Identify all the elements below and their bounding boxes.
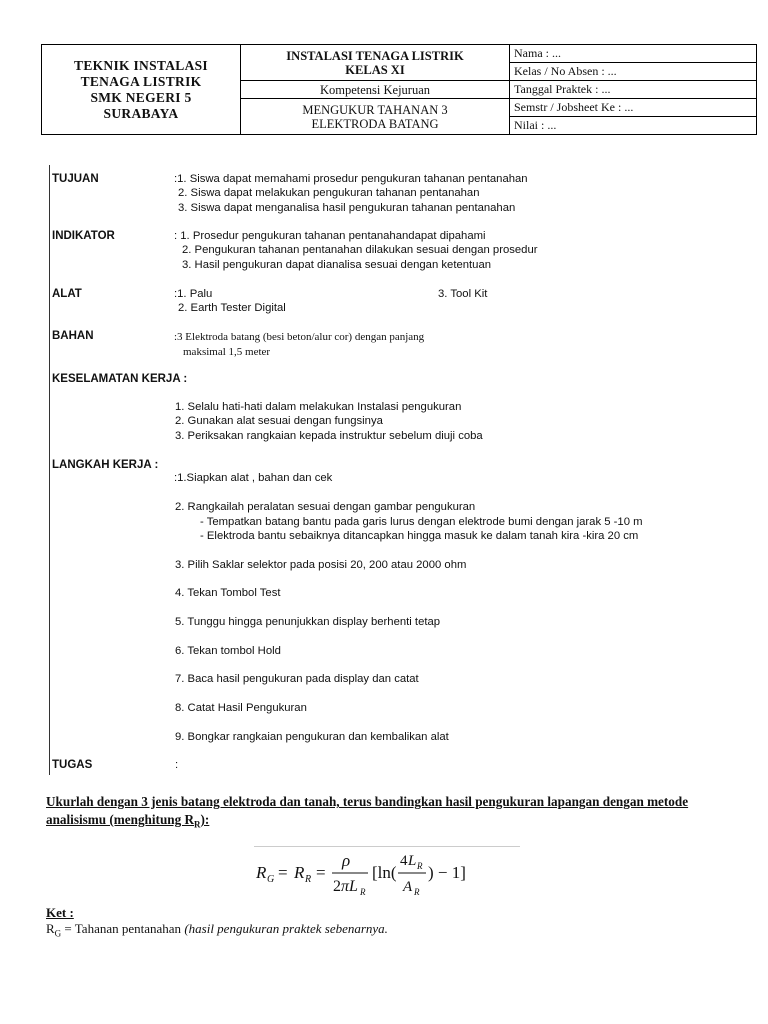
svg-text:πL: πL bbox=[341, 878, 358, 895]
svg-text:=: = bbox=[278, 863, 288, 882]
keselamatan-item-1: 1. Selalu hati-hati dalam melakukan Instalasi pengukuran bbox=[175, 401, 462, 413]
svg-text:L: L bbox=[408, 853, 417, 869]
svg-text:G: G bbox=[267, 874, 275, 885]
svg-text:R: R bbox=[417, 861, 423, 871]
langkah-step-3: 3. Pilih Saklar selektor pada posisi 20, 200 atau 2000 ohm bbox=[175, 559, 467, 571]
tujuan-item-3: 3. Siswa dapat menganalisa hasil pengukuran tahanan pentanahan bbox=[178, 202, 516, 214]
subject-title bbox=[241, 45, 510, 81]
svg-text:R: R bbox=[256, 863, 267, 882]
field-nama: Nama : ... bbox=[510, 45, 757, 63]
subject-line-2: KELAS XI bbox=[345, 62, 405, 77]
formula-image bbox=[254, 846, 520, 899]
langkah-label: LANGKAH KERJA : bbox=[52, 459, 159, 471]
competency-label: Kompetensi Kejuruan bbox=[241, 81, 510, 99]
school-line-1: TEKNIK INSTALASI bbox=[74, 57, 208, 73]
subject-line-1: INSTALASI TENAGA LISTRIK bbox=[286, 48, 464, 63]
field-tanggal: Tanggal Praktek : ... bbox=[510, 81, 757, 99]
task-text: Ukurlah dengan 3 jenis batang elektroda dan tanah, terus bandingkan hasil pengukuran lapangan dengan metode analisismu (menghitung R bbox=[46, 794, 689, 827]
svg-text:R: R bbox=[414, 887, 420, 897]
tujuan-item-1: :1. Siswa dapat memahami prosedur pengukuran tahanan pentanahan bbox=[174, 173, 528, 185]
left-border-rule bbox=[49, 165, 50, 775]
job-line-2: ELEKTRODA BATANG bbox=[311, 116, 439, 131]
langkah-step-2: 2. Rangkailah peralatan sesuai dengan gambar pengukuran bbox=[175, 501, 476, 513]
tugas-colon: : bbox=[175, 759, 179, 771]
keselamatan-item-3: 3. Periksakan rangkaian kepada instruktur sebelum diuji coba bbox=[175, 430, 483, 442]
ket-symbol-sub: G bbox=[54, 928, 62, 939]
task-end: ): bbox=[200, 812, 210, 827]
field-kelas: Kelas / No Absen : ... bbox=[510, 63, 757, 81]
langkah-step-1: :1.Siapkan alat , bahan dan cek bbox=[174, 472, 333, 484]
alat-item-1: :1. Palu bbox=[174, 288, 213, 300]
svg-text:R: R bbox=[294, 863, 305, 882]
svg-text:) − 1]: ) − 1] bbox=[428, 863, 466, 882]
ket-definition bbox=[46, 921, 388, 939]
tugas-label: TUGAS bbox=[52, 759, 93, 771]
svg-text:[ln(: [ln( bbox=[372, 863, 397, 882]
header-table bbox=[41, 44, 757, 135]
field-semester: Semstr / Jobsheet Ke : ... bbox=[510, 99, 757, 117]
langkah-step-4: 4. Tekan Tombol Test bbox=[175, 587, 281, 599]
ket-text: = Tahanan pentanahan bbox=[61, 921, 185, 936]
tujuan-label: TUJUAN bbox=[52, 173, 99, 185]
keselamatan-item-2: 2. Gunakan alat sesuai dengan fungsinya bbox=[175, 415, 383, 427]
langkah-step-7: 7. Baca hasil pengukuran pada display dan catat bbox=[175, 673, 419, 685]
job-line-1: MENGUKUR TAHANAN 3 bbox=[302, 102, 448, 117]
alat-item-3: 3. Tool Kit bbox=[438, 288, 488, 300]
langkah-step-5: 5. Tunggu hingga penunjukkan display berhenti tetap bbox=[175, 616, 441, 628]
field-nilai: Nilai : ... bbox=[510, 117, 757, 135]
bahan-label: BAHAN bbox=[52, 330, 94, 342]
svg-text:ρ: ρ bbox=[342, 851, 351, 870]
indikator-item-3: 3. Hasil pengukuran dapat dianalisa sesuai dengan ketentuan bbox=[182, 259, 492, 271]
langkah-step-8: 8. Catat Hasil Pengukuran bbox=[175, 702, 307, 714]
svg-text:4: 4 bbox=[400, 853, 408, 869]
school-line-2: TENAGA LISTRIK bbox=[80, 73, 202, 89]
langkah-step-6: 6. Tekan tombol Hold bbox=[175, 645, 281, 657]
school-name bbox=[42, 45, 241, 135]
indikator-label: INDIKATOR bbox=[52, 230, 115, 242]
bahan-line-2: maksimal 1,5 meter bbox=[183, 346, 271, 358]
task-instruction bbox=[46, 793, 736, 834]
tujuan-item-2: 2. Siswa dapat melakukan pengukuran tahanan pentanahan bbox=[178, 187, 480, 199]
svg-text:A: A bbox=[403, 879, 413, 895]
svg-text:2: 2 bbox=[333, 878, 341, 895]
langkah-step-9: 9. Bongkar rangkaian pengukuran dan kembalikan alat bbox=[175, 731, 449, 743]
indikator-item-2: 2. Pengukuran tahanan pentanahan dilakukan sesuai dengan prosedur bbox=[182, 244, 538, 256]
langkah-step-2b: - Elektroda bantu sebaiknya ditancapkan hingga masuk ke dalam tanah kira -kira 20 cm bbox=[200, 530, 639, 542]
alat-item-2: 2. Earth Tester Digital bbox=[178, 302, 286, 314]
svg-text:R: R bbox=[360, 887, 366, 897]
ket-note: (hasil pengukuran praktek sebenarnya. bbox=[184, 921, 388, 936]
school-line-4: SURABAYA bbox=[103, 105, 179, 121]
school-line-3: SMK NEGERI 5 bbox=[90, 89, 192, 105]
keselamatan-label: KESELAMATAN KERJA : bbox=[52, 373, 188, 385]
resistance-formula bbox=[254, 847, 520, 899]
svg-text:=: = bbox=[316, 863, 326, 882]
task-subscript: R bbox=[194, 819, 201, 830]
alat-label: ALAT bbox=[52, 288, 82, 300]
bahan-line-1: :3 Elektroda batang (besi beton/alur cor) dengan panjang bbox=[174, 331, 425, 343]
ket-label: Ket : bbox=[46, 905, 74, 920]
indikator-item-1: : 1. Prosedur pengukuran tahanan pentanahandapat dipahami bbox=[174, 230, 486, 242]
svg-text:R: R bbox=[305, 874, 312, 885]
langkah-step-2a: - Tempatkan batang bantu pada garis lurus dengan elektrode bumi dengan jarak 5 -10 m bbox=[200, 516, 643, 528]
job-title bbox=[241, 99, 510, 135]
ket-symbol: R bbox=[46, 921, 55, 936]
